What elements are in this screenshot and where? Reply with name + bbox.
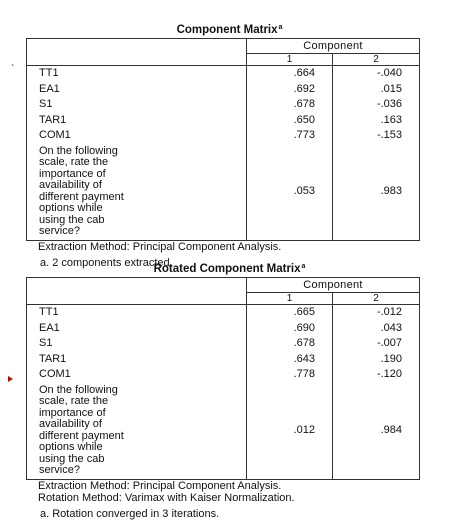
- component-1-value: .053: [247, 144, 333, 241]
- row-label: COM1: [39, 368, 71, 381]
- header-col-1: 1: [247, 54, 333, 66]
- table-row: [27, 66, 420, 82]
- rotated-matrix-rows: [27, 305, 420, 480]
- row-label: TT1: [39, 67, 59, 80]
- table-row: [27, 97, 420, 113]
- header-blank: [27, 39, 247, 54]
- row-label: TT1: [39, 306, 59, 319]
- table-row: [27, 144, 420, 241]
- footnote: a. 2 components extracted.: [40, 256, 173, 269]
- table-row: [27, 305, 420, 321]
- rotated-matrix-title: [40, 261, 419, 277]
- component-1-value: .778: [247, 367, 333, 383]
- component-1-value: .643: [247, 352, 333, 368]
- header-col-1: 1: [247, 293, 333, 305]
- rotated-matrix-table: [26, 277, 420, 480]
- table-row: [27, 336, 420, 352]
- component-1-value: .012: [247, 383, 333, 480]
- pointer-arrow-icon: [8, 376, 13, 382]
- header-blank: [27, 278, 247, 293]
- component-2-value: -.012: [376, 306, 403, 319]
- component-2-value: .163: [380, 113, 403, 126]
- component-matrix-table: [26, 38, 420, 241]
- table-row: [27, 383, 420, 480]
- component-1-value: .690: [247, 321, 333, 337]
- component-1-value: .664: [247, 66, 333, 82]
- table-row: [27, 352, 420, 368]
- rotation-method-note: Rotation Method: Varimax with Kaiser Normalization.: [38, 491, 295, 504]
- row-label: EA1: [39, 82, 60, 95]
- component-1-value: .678: [247, 97, 333, 113]
- row-label: On the following scale, rate the importance of availability of different payment options while using the cab service?: [27, 144, 247, 241]
- title-text: Rotated Component Matrix: [153, 263, 301, 275]
- table-row: [27, 82, 420, 98]
- component-1-value: .650: [247, 113, 333, 129]
- footnote: a. Rotation converged in 3 iterations.: [40, 507, 220, 520]
- component-matrix: [26, 22, 419, 269]
- row-label: EA1: [39, 321, 60, 334]
- row-label: S1: [39, 98, 53, 111]
- header-blank: [27, 54, 247, 66]
- component-2-value: .983: [333, 144, 420, 241]
- component-2-value: -.036: [376, 98, 403, 111]
- row-label: On the following scale, rate the importance of availability of different payment options while using the cab service?: [27, 383, 247, 480]
- header-component: Component: [247, 39, 420, 54]
- title-superscript: a: [301, 263, 306, 270]
- component-2-value: -.153: [376, 129, 403, 142]
- rotated-component-matrix: [26, 261, 419, 520]
- component-matrix-rows: [27, 66, 420, 241]
- stray-dot: `: [11, 64, 15, 75]
- component-1-value: .692: [247, 82, 333, 98]
- extraction-method-note: Extraction Method: Principal Component Analysis.: [38, 479, 282, 492]
- title-text: Component Matrix: [176, 24, 278, 36]
- row-label: S1: [39, 337, 53, 350]
- extraction-method-note: Extraction Method: Principal Component Analysis.: [38, 240, 282, 253]
- component-2-value: .043: [380, 321, 403, 334]
- row-label: COM1: [39, 129, 71, 142]
- header-col-2: 2: [333, 293, 420, 305]
- table-row: [27, 367, 420, 383]
- table-row: [27, 113, 420, 129]
- component-2-value: .190: [380, 352, 403, 365]
- row-label: TAR1: [39, 113, 67, 126]
- header-component: Component: [247, 278, 420, 293]
- component-matrix-title: [40, 22, 419, 38]
- component-2-value: -.007: [376, 337, 403, 350]
- header-col-2: 2: [333, 54, 420, 66]
- title-superscript: a: [278, 24, 283, 31]
- component-1-value: .773: [247, 128, 333, 144]
- component-2-value: -.120: [376, 368, 403, 381]
- table-row: [27, 128, 420, 144]
- component-2-value: -.040: [376, 67, 403, 80]
- header-blank: [27, 293, 247, 305]
- component-2-value: .984: [333, 383, 420, 480]
- component-1-value: .665: [247, 305, 333, 321]
- component-2-value: .015: [380, 82, 403, 95]
- row-label: TAR1: [39, 352, 67, 365]
- component-1-value: .678: [247, 336, 333, 352]
- table-row: [27, 321, 420, 337]
